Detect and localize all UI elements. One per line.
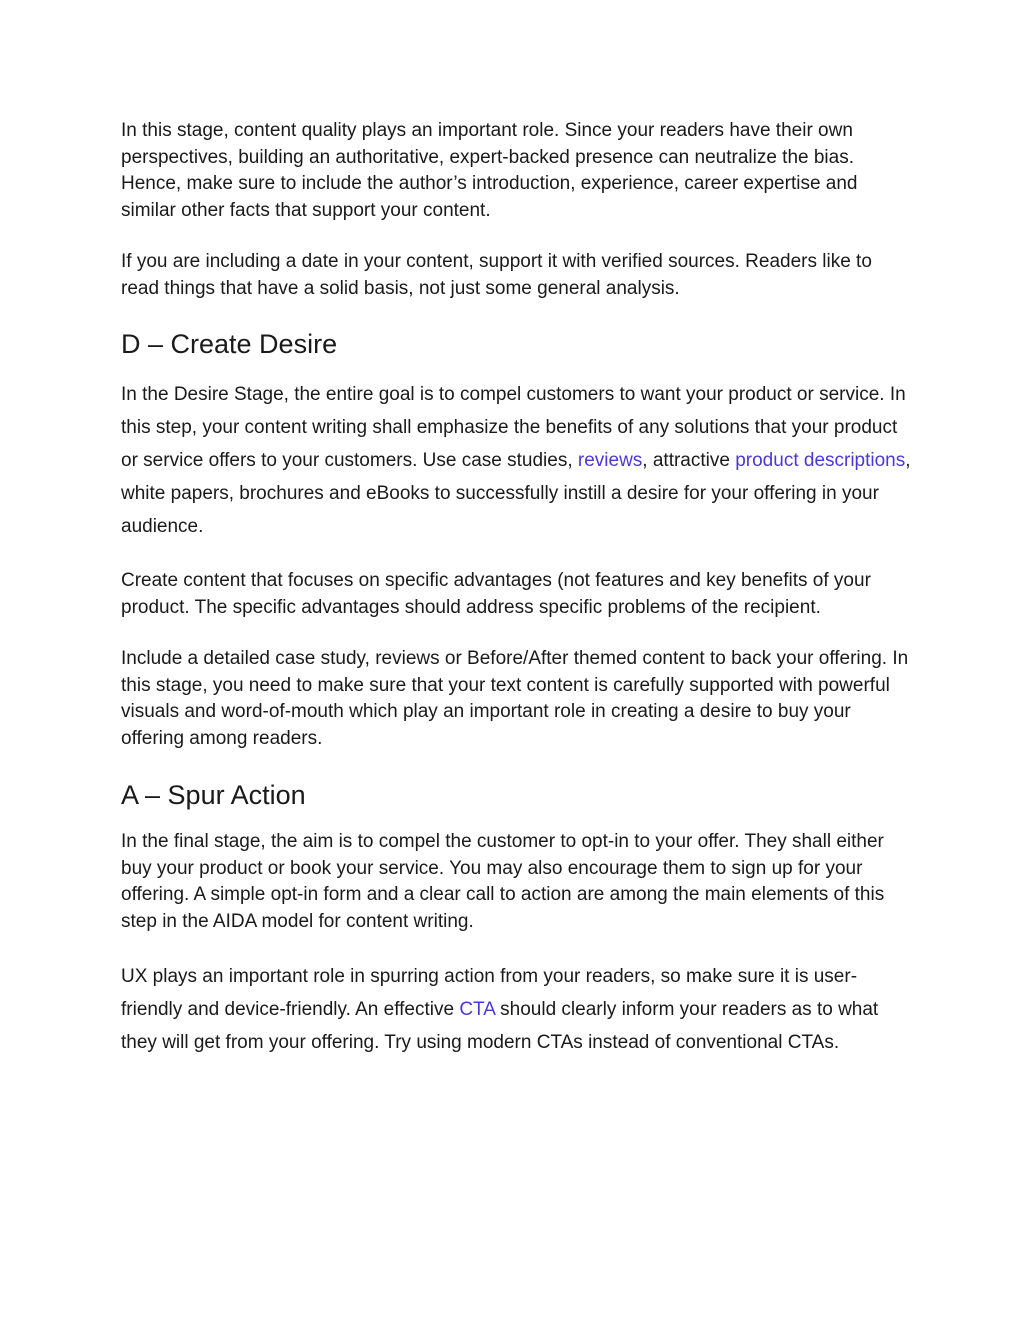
document-page [121, 118, 911, 1059]
action-paragraph-2-text-a: UX plays an important role in spurring action from your readers, so make sure it is user-friendly and device-friendly. An effective [121, 966, 858, 1020]
cta-link[interactable]: CTA [459, 999, 495, 1020]
desire-paragraph-1-text-b: , attractive [642, 450, 736, 471]
desire-paragraph-3: Include a detailed case study, reviews or Before/After themed content to back your offering. In this stage, you need to make sure that your text content is carefully supported with powerful visuals and word-of-mouth which play an important role in creating a desire to buy your offering among readers. [121, 648, 909, 749]
intro-paragraph-1: In this stage, content quality plays an important role. Since your readers have their own perspectives, building an authoritative, expert-backed presence can neutralize the bias. Hence, make sure to include the author’s introduction, experience, career expertise and similar other facts that support your content. [121, 120, 858, 221]
reviews-link[interactable]: reviews [577, 450, 643, 471]
desire-paragraph-2: Create content that focuses on specific advantages (not features and key benefits of your product. The specific advantages should address specific problems of the recipient. [121, 570, 871, 618]
intro-paragraph-2: If you are including a date in your content, support it with verified sources. Readers like to read things that have a solid basis, not just some general analysis. [121, 251, 872, 299]
heading-create-desire: D – Create Desire [121, 329, 338, 359]
heading-spur-action: A – Spur Action [121, 780, 306, 810]
desire-paragraph-1-text-c: , white papers, brochures and eBooks to successfully instill a desire for your offering in your audience. [121, 450, 911, 537]
action-paragraph-2-text-b: should clearly inform your readers as to what they will get from your offering. Try using modern CTAs instead of conventional CTAs. [121, 999, 879, 1053]
action-paragraph-2 [121, 960, 911, 1059]
product-descriptions-link[interactable]: product descriptions [735, 450, 906, 471]
desire-paragraph-1-text-a: In the Desire Stage, the entire goal is to compel customers to want your product or service. In this step, your content writing shall emphasize the benefits of any solutions that your product or service offers to your customers. Use case studies, [121, 384, 906, 471]
action-paragraph-1: In the final stage, the aim is to compel the customer to opt-in to your offer. They shall either buy your product or book your service. You may also encourage them to sign up for your offering. A simple opt-in form and a clear call to action are among the main elements of this step in the AIDA model for content writing. [121, 831, 885, 932]
desire-paragraph-1 [121, 378, 911, 543]
